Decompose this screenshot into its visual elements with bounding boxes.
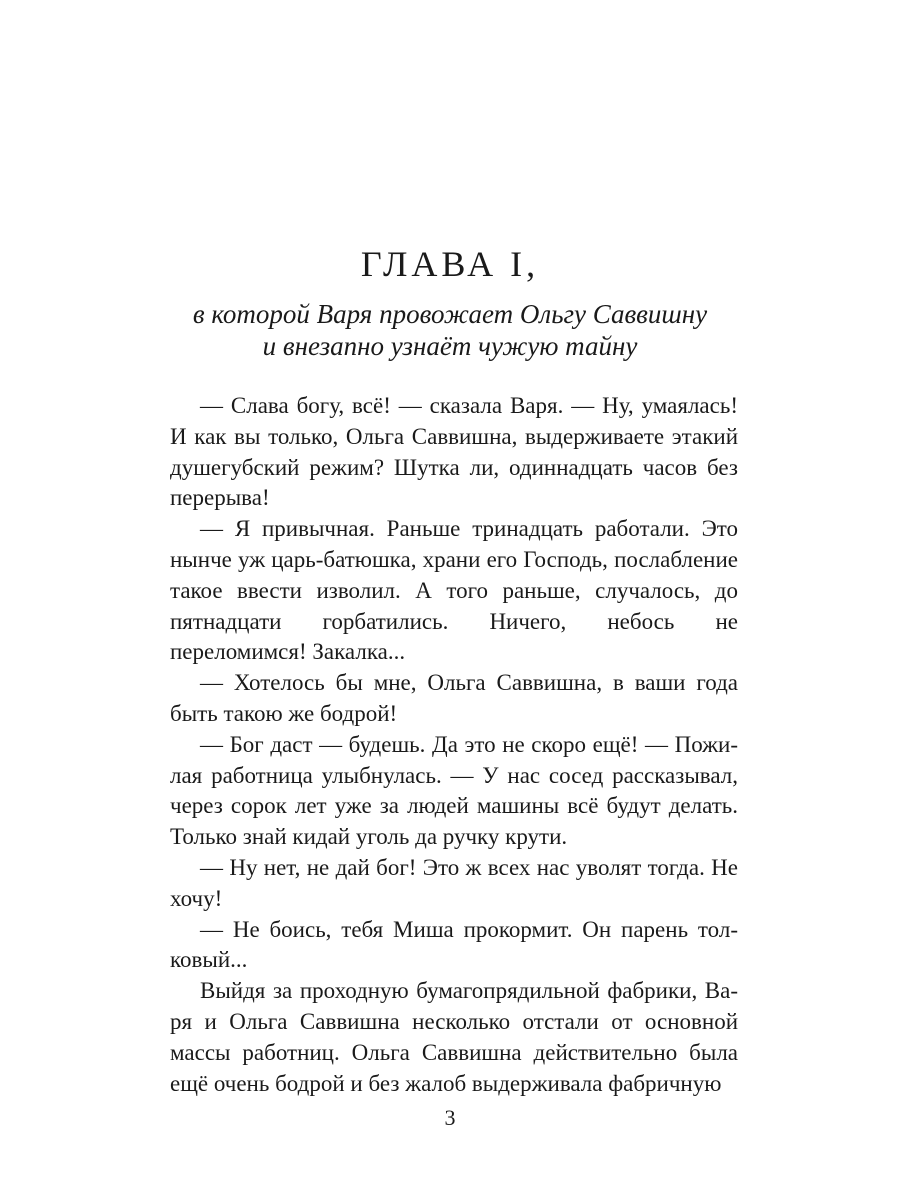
paragraph: — Ну нет, не дай бог! Это ж всех нас уволят тогда. Не хочу! [170,854,738,911]
page-number: 3 [444,1105,456,1130]
paragraph: — Не боись, тебя Миша прокормит. Он парень толковый... [170,916,738,973]
chapter-subtitle-line: в которой Варя провожает Ольгу Саввишну [192,299,708,329]
paragraph: — Слава богу, всё! — сказала Варя. — Ну, умаялась! И как вы только, Ольга Саввишна, выдерживаете этакий душегубский режим? Шутка ли, одиннадцать часов без перерыва! [170,393,738,511]
chapter-subtitle-line: и внезапно узнаёт чужую тайну [262,331,638,361]
paragraph: — Хотелось бы мне, Ольга Саввишна, в ваши года быть такою же бодрой! [170,670,738,726]
paragraph: — Я привычная. Раньше тринадцать работали. Это нынче уж царь-батюшка, храни его Господь, послабление такое ввести изволил. А того раньше, случалось, до пятнадцати горбатились. Ничего, небось не переломимся! Закалка... [170,516,738,665]
paragraph: — Бог даст — будешь. Да это не скоро ещё! — Пожилая работница улыбнулась. — У нас сосед рассказывал, через сорок лет уже за людей машины всё будут делать. Только знай кидай уголь да ручку крути. [170,731,738,850]
body-text [170,391,738,1099]
paragraph: Выйдя за проходную бумагопрядильной фабрики, Варя и Ольга Саввишна несколько отстали от основной массы работниц. Ольга Саввишна действительно была ещё очень бодрой и без жалоб выдерживала фабричную [170,978,738,1096]
chapter-title: ГЛАВА I, [360,244,540,284]
chapter-subtitle [0,298,900,362]
